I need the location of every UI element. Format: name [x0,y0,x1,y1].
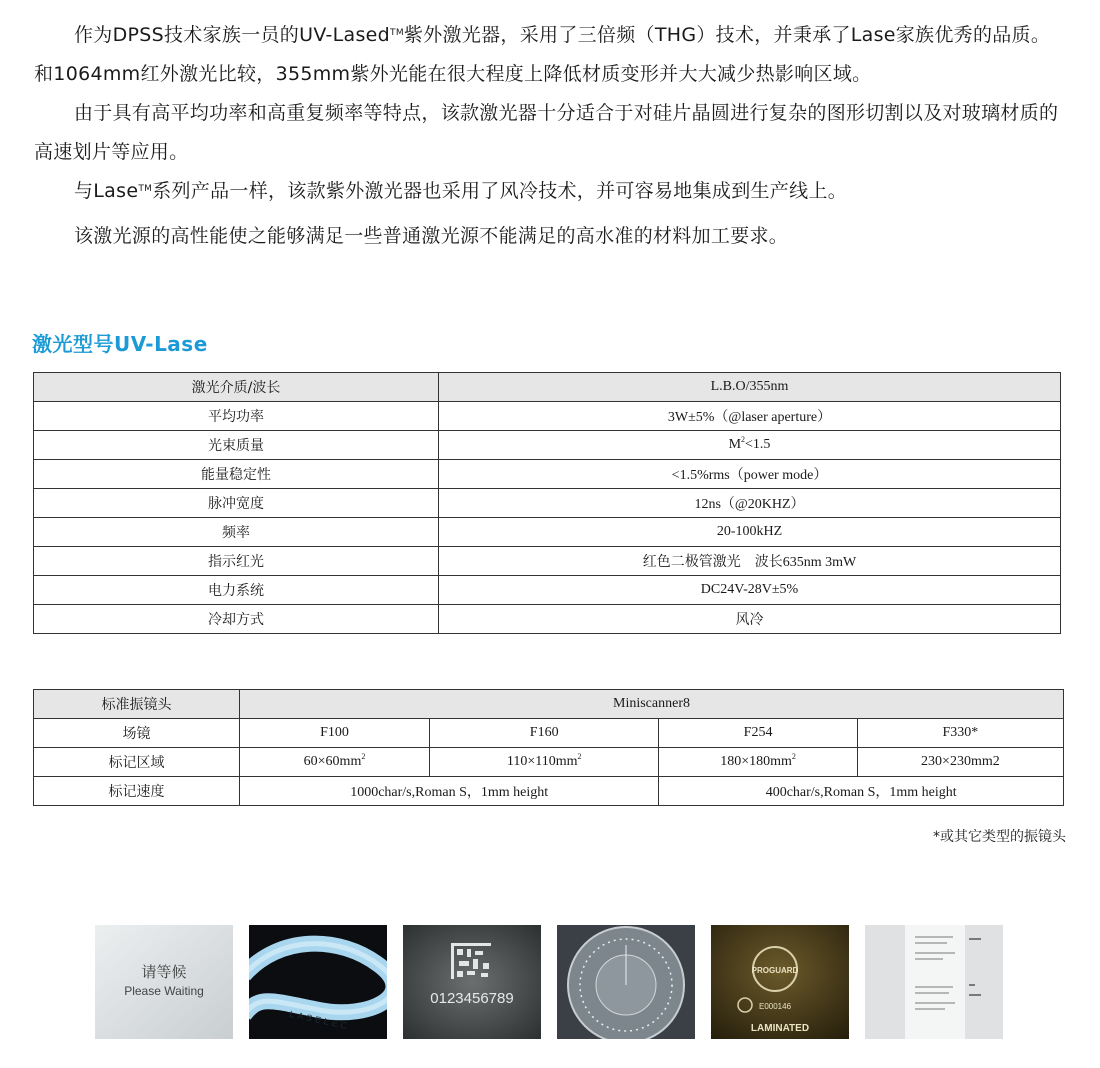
table-row [34,777,1064,806]
beam-quality-sup: 2 [741,435,746,444]
table-row [34,518,1061,547]
cable-marking-sample-image [249,925,387,1039]
section-title: 激光型号UV-Lase [32,332,208,356]
sample-text-cn: 请等候 [141,963,187,981]
spec-value: 红色二极管激光 波长635nm 3mW [439,547,1061,576]
spec-label: 脉冲宽度 [34,489,439,518]
lens-value: F330* [857,719,1063,748]
spec-label: 电力系统 [34,576,439,605]
table-row [34,719,1064,748]
area-value [240,748,430,777]
scanner-head-value: Miniscanner8 [240,690,1064,719]
table-row [34,373,1061,402]
area-value [430,748,659,777]
spec-value: 20-100kHZ [439,518,1061,547]
spec-value: 12ns（@20KHZ） [439,489,1061,518]
spec-label: 光束质量 [34,431,439,460]
scanner-table [33,689,1064,806]
proguard-glass-sample-image [711,925,849,1039]
proguard-text: PROGUARD [751,966,799,975]
spec-table [33,372,1061,634]
intro-text-part2: 紫外激光器，采用了三倍频（THG）技术，并秉承了Lase家族优秀的品质。和1064mm红外激光比较，355mm紫外光能在很大程度上降低材质变形并大大减少热影响区域。 [34,24,1051,85]
spec-value: 风冷 [439,605,1061,634]
spec-value: <1.5%rms（power mode） [439,460,1061,489]
spec-value [439,431,1061,460]
footnote: *或其它类型的振镜头 [933,829,1066,845]
area-text: 110×110mm [506,754,578,769]
area-label: 标记区域 [34,748,240,777]
lens-value: F160 [430,719,659,748]
spec-label: 激光介质/波长 [34,373,439,402]
table-row [34,431,1061,460]
sample-gallery [95,925,1005,1039]
area-value [659,748,857,777]
table-row [34,605,1061,634]
area-text: 180×180mm [720,754,792,769]
beam-quality-m: M [728,437,742,452]
spec-value: DC24V-28V±5% [439,576,1061,605]
table-row [34,460,1061,489]
spec-label: 冷却方式 [34,605,439,634]
table-row [34,748,1064,777]
lens-value: F254 [659,719,857,748]
features-paragraph: 由于具有高平均功率和高重复频率等特点，该款激光器十分适合于对硅片晶圆进行复杂的图形切割以及对玻璃材质的高速划片等应用。 [34,102,1059,163]
area-value [857,748,1063,777]
glass-dial-sample-image [557,925,695,1039]
table-row [34,402,1061,431]
datamatrix-digits: 0123456789 [430,990,514,1007]
area-sup: 2 [791,752,796,761]
table-row [34,547,1061,576]
spec-label: 频率 [34,518,439,547]
lens-value: F100 [240,719,430,748]
trademark-mark: TM [390,28,404,38]
spec-label: 平均功率 [34,402,439,431]
sample-text-en: Please Waiting [124,984,204,998]
intro-text-part1: 作为DPSS技术家族一员的UV-Lased [74,24,391,46]
speed-value: 1000char/s,Roman S，1mm height [240,777,659,806]
cert-number: E000146 [759,1002,792,1011]
cooling-text-part1: 与Lase [74,180,139,202]
beam-quality-value: <1.5 [745,437,771,452]
speed-label: 标记速度 [34,777,240,806]
lens-label: 场镜 [34,719,240,748]
speed-value: 400char/s,Roman S，1mm height [659,777,1064,806]
performance-paragraph: 该激光源的高性能使之能够满足一些普通激光源不能满足的高水准的材料加工要求。 [74,225,789,247]
table-row [34,690,1064,719]
datamatrix-sample-image [403,925,541,1039]
laminated-text: LAMINATED [750,1023,810,1034]
cable-text: LASELEC [288,1008,351,1032]
table-row [34,576,1061,605]
spec-value: 3W±5%（@laser aperture） [439,402,1061,431]
table-row [34,489,1061,518]
label-marking-sample-image [865,925,1003,1039]
cooling-paragraph [34,172,1069,211]
spec-label: 指示红光 [34,547,439,576]
trademark-mark: TM [138,184,153,194]
spec-label: 能量稳定性 [34,460,439,489]
area-text: 60×60mm [303,754,362,769]
please-waiting-sample-image [95,925,233,1039]
spec-value: L.B.O/355nm [439,373,1061,402]
area-sup: 2 [361,752,366,761]
cooling-text-part2: 系列产品一样，该款紫外激光器也采用了风冷技术，并可容易地集成到生产线上。 [152,180,848,202]
scanner-head-label: 标准振镜头 [34,690,240,719]
area-text: 230×230mm2 [921,754,1000,769]
area-sup: 2 [577,752,582,761]
intro-paragraph [34,16,1069,94]
